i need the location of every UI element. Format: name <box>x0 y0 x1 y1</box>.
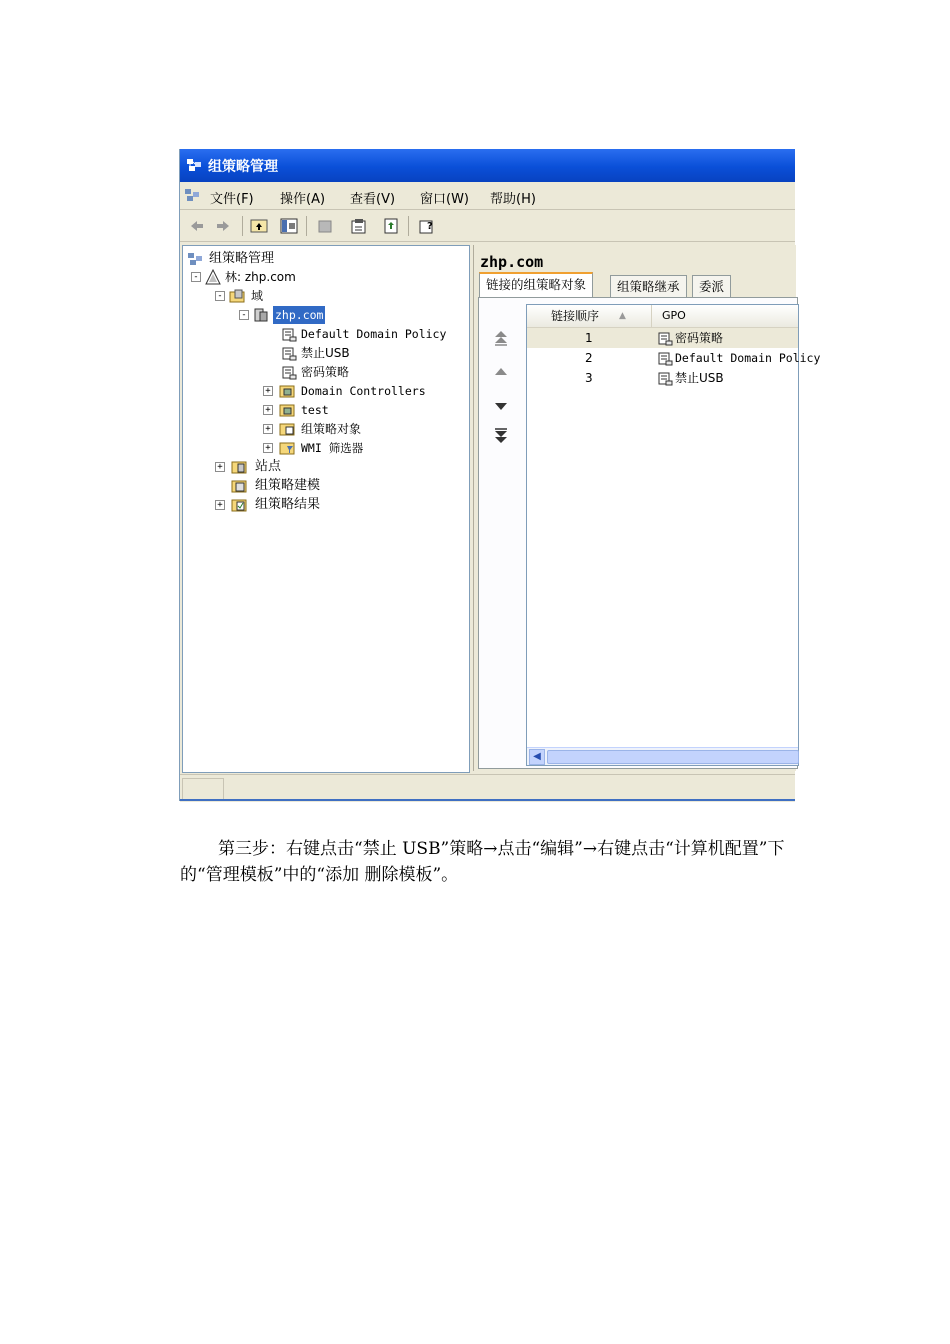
tree-wmi-filters[interactable] <box>263 439 467 457</box>
move-down-icon[interactable] <box>493 398 509 414</box>
tree-ou[interactable] <box>263 382 467 400</box>
tree-gpo-container-label: 组策略对象 <box>301 422 362 436</box>
details-title: zhp.com <box>480 253 544 271</box>
tree-wmi-filters-label: WMI 筛选器 <box>301 441 364 455</box>
expand-icon[interactable]: + <box>263 405 273 415</box>
tree-gpo-link-label: 禁止USB <box>301 346 350 360</box>
expand-icon[interactable]: + <box>215 462 225 472</box>
tree-results-label: 组策略结果 <box>255 497 321 512</box>
toolbar <box>180 210 795 242</box>
screenshot-window <box>179 149 821 801</box>
ou-folder-icon <box>279 384 295 398</box>
table-row[interactable] <box>527 348 821 368</box>
collapse-icon[interactable]: - <box>191 272 201 282</box>
move-up-icon[interactable] <box>493 364 509 380</box>
linked-gpos-panel <box>478 297 821 769</box>
expand-icon[interactable]: + <box>263 443 273 453</box>
menu-file[interactable]: 文件(F) <box>210 192 254 207</box>
modeling-icon <box>231 479 247 493</box>
domain-icon <box>253 307 269 323</box>
details-pane <box>473 245 821 771</box>
tree-domain-label: zhp.com <box>275 308 324 322</box>
ou-folder-icon <box>279 403 295 417</box>
menu-action[interactable]: 操作(A) <box>280 192 326 207</box>
row-order: 3 <box>585 371 593 385</box>
move-bottom-icon[interactable] <box>493 428 509 444</box>
tree-gpo-link[interactable] <box>281 363 467 381</box>
scroll-thumb[interactable] <box>547 750 799 764</box>
collapse-icon[interactable]: - <box>215 291 225 301</box>
back-arrow-icon[interactable] <box>188 217 206 235</box>
refresh-icon[interactable] <box>382 217 400 235</box>
toolbar-separator <box>242 216 243 236</box>
tree-ou-label: Domain Controllers <box>301 384 426 398</box>
linked-gpo-list <box>526 304 821 766</box>
menu-view[interactable]: 查看(V) <box>350 192 396 207</box>
table-row[interactable] <box>527 328 798 348</box>
gpo-link-icon <box>281 364 297 380</box>
tree-root-label: 组策略管理 <box>209 251 275 266</box>
tree-root[interactable] <box>187 250 467 268</box>
status-cell <box>182 778 224 800</box>
tab-delegation[interactable]: 委派 <box>692 275 731 298</box>
results-icon <box>231 498 247 512</box>
tree-domains[interactable] <box>215 287 467 305</box>
scroll-left-icon[interactable]: ◀ <box>529 749 545 765</box>
console-tree <box>182 245 470 773</box>
forward-arrow-icon[interactable] <box>214 217 232 235</box>
tree-gpo-link-label: Default Domain Policy <box>301 327 447 341</box>
expand-icon[interactable]: + <box>263 424 273 434</box>
forest-icon <box>205 269 221 285</box>
console-icon[interactable] <box>184 187 200 203</box>
tree-sites[interactable] <box>215 458 467 476</box>
tree-modeling[interactable] <box>231 477 467 495</box>
gpo-link-icon <box>281 345 297 361</box>
menu-window[interactable]: 窗口(W) <box>420 192 469 207</box>
column-link-order-label: 链接顺序 <box>551 309 600 323</box>
tree-ou[interactable] <box>263 401 467 419</box>
horizontal-scrollbar[interactable] <box>527 747 798 765</box>
properties-icon[interactable] <box>350 217 368 235</box>
tree-domain[interactable] <box>239 306 467 324</box>
svg-text:?: ? <box>427 221 433 232</box>
expand-icon[interactable]: + <box>263 386 273 396</box>
menu-help[interactable]: 帮助(H) <box>490 192 536 207</box>
gpo-link-icon <box>657 330 673 346</box>
sites-folder-icon <box>231 460 247 474</box>
tree-forest-label: 林: zhp.com <box>225 270 296 284</box>
caption-text: 第三步：右键点击“禁止 USB”策略→点击“编辑”→右键点击“计算机配置”下的“管理模板”中的“添加 删除模板”。 <box>180 839 785 885</box>
order-buttons <box>479 298 523 768</box>
tree-ou-label: test <box>301 403 329 417</box>
row-order: 2 <box>585 351 593 365</box>
expand-icon[interactable]: + <box>215 500 225 510</box>
caption-paragraph <box>180 836 795 888</box>
tree-domains-label: 域 <box>251 289 264 303</box>
tree-gpo-link-label: 密码策略 <box>301 365 350 379</box>
window-bottom-border <box>180 799 795 801</box>
row-gpo: 密码策略 <box>675 331 724 345</box>
gpmc-app-icon <box>186 157 202 173</box>
row-gpo: Default Domain Policy <box>675 351 821 365</box>
tab-linked-gpos[interactable]: 链接的组策略对象 <box>479 272 593 299</box>
tree-gpo-link[interactable] <box>281 344 467 362</box>
tab-inheritance[interactable]: 组策略继承 <box>610 275 687 298</box>
delete-icon[interactable] <box>316 217 334 235</box>
wmi-folder-icon <box>279 441 295 455</box>
column-header-link-order[interactable] <box>527 305 652 328</box>
tree-sites-label: 站点 <box>255 459 282 474</box>
toolbar-separator <box>306 216 307 236</box>
tree-modeling-label: 组策略建模 <box>255 478 321 493</box>
tree-gpo-link[interactable] <box>281 325 467 343</box>
table-row[interactable] <box>527 368 798 388</box>
tree-forest[interactable] <box>191 268 467 286</box>
gpmc-icon <box>187 251 203 267</box>
status-bar <box>180 774 795 802</box>
show-hide-tree-icon[interactable] <box>280 217 298 235</box>
window-title: 组策略管理 <box>208 159 278 175</box>
help-icon[interactable] <box>418 217 436 235</box>
sort-ascending-icon: ▲ <box>619 311 626 321</box>
column-gpo-label: GPO <box>662 309 686 322</box>
title-bar <box>180 149 795 182</box>
domains-folder-icon <box>229 288 245 304</box>
collapse-icon[interactable]: - <box>239 310 249 320</box>
row-order: 1 <box>585 331 593 345</box>
tree-results[interactable] <box>215 496 467 514</box>
toolbar-separator <box>408 216 409 236</box>
menu-bar <box>180 182 795 210</box>
gpo-link-icon <box>281 326 297 342</box>
up-folder-icon[interactable] <box>250 217 268 235</box>
row-gpo: 禁止USB <box>675 371 724 385</box>
gpo-link-icon <box>657 370 673 386</box>
move-top-icon[interactable] <box>493 330 509 346</box>
gpo-link-icon <box>657 350 673 366</box>
column-header-gpo[interactable] <box>652 305 798 328</box>
tree-gpo-container[interactable] <box>263 420 467 438</box>
gpo-folder-icon <box>279 422 295 436</box>
